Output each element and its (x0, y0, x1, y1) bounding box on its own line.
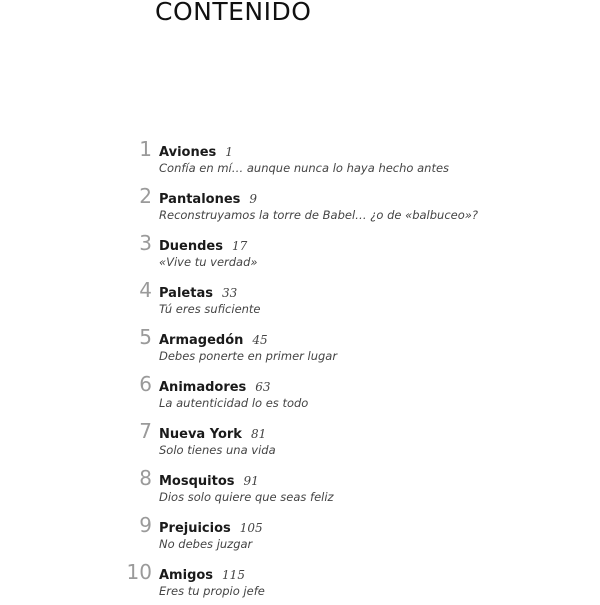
page-title: CONTENIDO (155, 0, 312, 26)
page-number: 81 (250, 427, 267, 441)
page-number: 9 (249, 192, 258, 206)
page-number: 45 (252, 333, 268, 347)
chapter-title: Mosquitos (159, 474, 235, 489)
chapter-subtitle: Tú eres suficiente (159, 302, 261, 316)
chapter-subtitle: Dios solo quiere que seas feliz (159, 490, 334, 504)
toc-entry-2[interactable] (0, 185, 600, 229)
page-number: 33 (221, 286, 238, 300)
toc-entry-5[interactable] (0, 326, 600, 370)
toc-entry-1[interactable] (0, 138, 600, 182)
chapter-title: Duendes (159, 239, 223, 254)
chapter-title: Nueva York (159, 427, 242, 442)
toc-entry-9[interactable] (0, 514, 600, 558)
page-number: 17 (231, 239, 248, 253)
chapter-number: 8 (139, 466, 152, 490)
chapter-subtitle: Solo tienes una vida (159, 443, 276, 457)
page-number: 115 (222, 568, 245, 582)
chapter-number: 5 (139, 325, 152, 349)
chapter-subtitle: Confía en mí… aunque nunca lo haya hecho antes (159, 161, 450, 175)
chapter-number: 7 (139, 419, 152, 443)
chapter-subtitle: Debes ponerte en primer lugar (159, 349, 338, 363)
chapter-number: 4 (139, 278, 152, 302)
chapter-subtitle: «Vive tu verdad» (159, 255, 258, 269)
toc-entry-8[interactable] (0, 467, 600, 511)
chapter-number: 6 (139, 372, 152, 396)
chapter-title: Animadores (159, 380, 247, 395)
chapter-subtitle: Reconstruyamos la torre de Babel… ¿o de «balbuceo»? (159, 208, 478, 222)
toc-entry-4[interactable] (0, 279, 600, 323)
chapter-title: Paletas (159, 286, 213, 301)
page-number: 1 (225, 145, 233, 159)
page-number: 105 (239, 521, 263, 535)
toc-entry-3[interactable] (0, 232, 600, 276)
toc-entry-6[interactable] (0, 373, 600, 417)
chapter-subtitle: Eres tu propio jefe (159, 584, 265, 598)
chapter-number: 9 (139, 513, 152, 537)
page-number: 91 (243, 474, 259, 488)
chapter-number: 10 (126, 560, 152, 584)
page-number: 63 (255, 380, 271, 394)
chapter-number: 3 (139, 231, 152, 255)
chapter-title: Armagedón (159, 333, 244, 348)
chapter-title: Aviones (159, 145, 217, 160)
chapter-subtitle: No debes juzgar (159, 537, 253, 551)
chapter-title: Pantalones (159, 192, 241, 207)
chapter-number: 1 (139, 137, 152, 161)
toc-entry-7[interactable] (0, 420, 600, 464)
chapter-number: 2 (139, 184, 152, 208)
chapter-title: Prejuicios (159, 521, 231, 536)
toc-entry-10[interactable] (0, 561, 600, 605)
chapter-title: Amigos (159, 568, 214, 583)
chapter-subtitle: La autenticidad lo es todo (159, 396, 309, 410)
